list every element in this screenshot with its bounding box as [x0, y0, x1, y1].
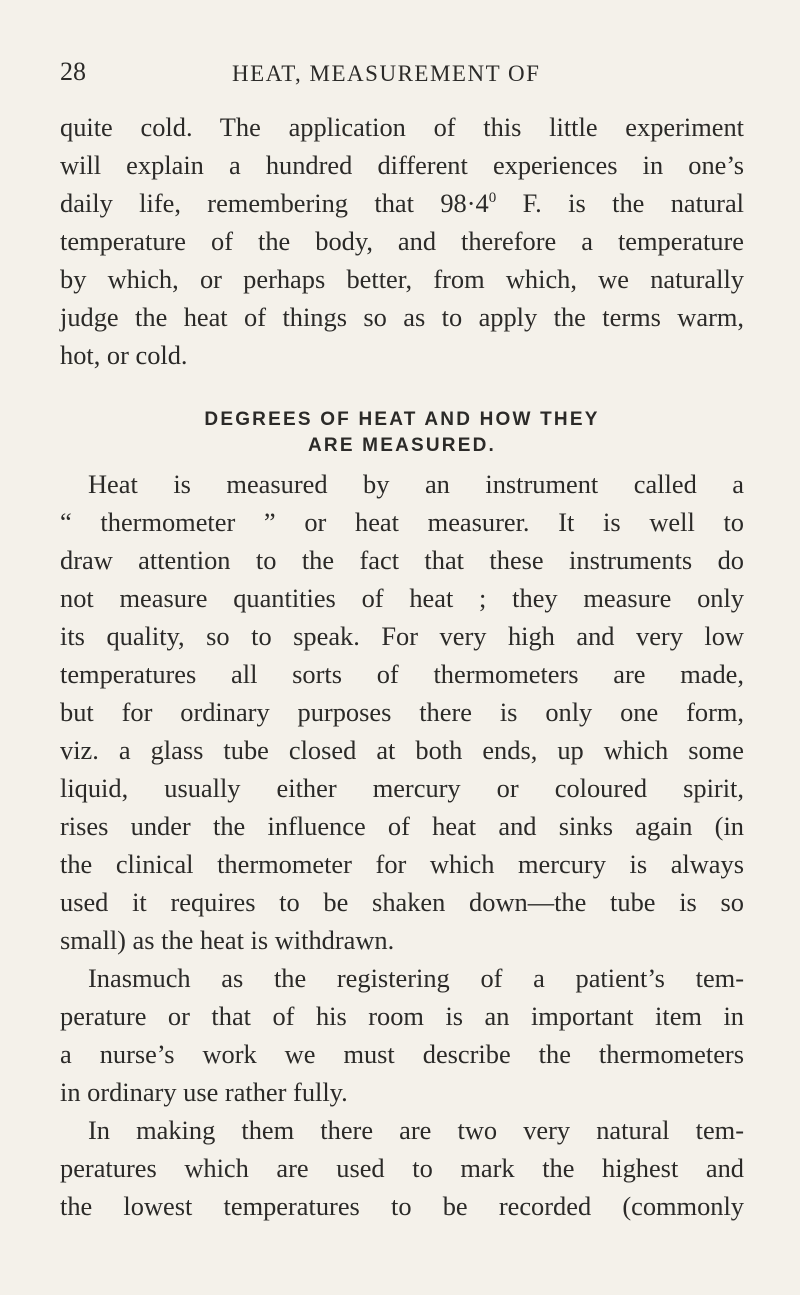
page-number: 28	[60, 57, 86, 86]
text-line: the lowest temperatures to be recorded (commonly	[60, 1191, 744, 1221]
text-line: small) as the heat is withdrawn.	[60, 925, 395, 955]
paragraph-1	[60, 108, 744, 374]
text-line	[60, 184, 744, 222]
section-heading-line: DEGREES OF HEAT AND HOW THEY	[204, 409, 600, 430]
text-line: liquid, usually either mercury or coloured spirit,	[60, 773, 744, 803]
text-line: In making them there are two very natural tem-	[88, 1115, 744, 1145]
body-text	[60, 108, 744, 1225]
text-line: but for ordinary purposes there is only one form,	[60, 697, 744, 727]
paragraph-3	[60, 959, 744, 1111]
paragraph-2	[60, 465, 744, 959]
text-line: judge the heat of things so as to apply the terms warm,	[60, 302, 744, 332]
text-run: daily life, remembering that 98·4	[60, 188, 489, 218]
text-line: will explain a hundred different experiences in one’s	[60, 150, 744, 180]
text-line: rises under the influence of heat and sinks again (in	[60, 811, 744, 841]
text-line: used it requires to be shaken down—the tube is so	[60, 887, 744, 917]
degree-superscript: 0	[488, 190, 497, 206]
text-line: its quality, so to speak. For very high and very low	[60, 621, 744, 651]
running-head	[60, 57, 740, 93]
text-line: a nurse’s work we must describe the thermometers	[60, 1039, 744, 1069]
paragraph-4	[60, 1111, 744, 1225]
text-line: quite cold. The application of this little experiment	[60, 112, 744, 142]
text-line: Heat is measured by an instrument called a	[88, 469, 744, 499]
text-line: temperatures all sorts of thermometers are made,	[60, 659, 744, 689]
running-title: HEAT, MEASUREMENT OF	[232, 61, 541, 86]
text-line: in ordinary use rather fully.	[60, 1077, 348, 1107]
text-line: draw attention to the fact that these instruments do	[60, 545, 744, 575]
text-line: the clinical thermometer for which mercury is always	[60, 849, 744, 879]
text-line: Inasmuch as the registering of a patient’s tem-	[88, 963, 744, 993]
text-line: by which, or perhaps better, from which, we naturally	[60, 264, 744, 294]
text-line: perature or that of his room is an important item in	[60, 1001, 744, 1031]
text-line: hot, or cold.	[60, 340, 188, 370]
text-line: viz. a glass tube closed at both ends, up which some	[60, 735, 744, 765]
text-line: temperature of the body, and therefore a temperature	[60, 226, 744, 256]
text-line: peratures which are used to mark the highest and	[60, 1153, 744, 1183]
text-line: “ thermometer ” or heat measurer. It is well to	[60, 507, 744, 537]
text-line: not measure quantities of heat ; they measure only	[60, 583, 744, 613]
text-run: F. is the natural	[496, 188, 745, 218]
section-heading	[60, 407, 744, 459]
section-heading-line: ARE MEASURED.	[307, 435, 496, 456]
